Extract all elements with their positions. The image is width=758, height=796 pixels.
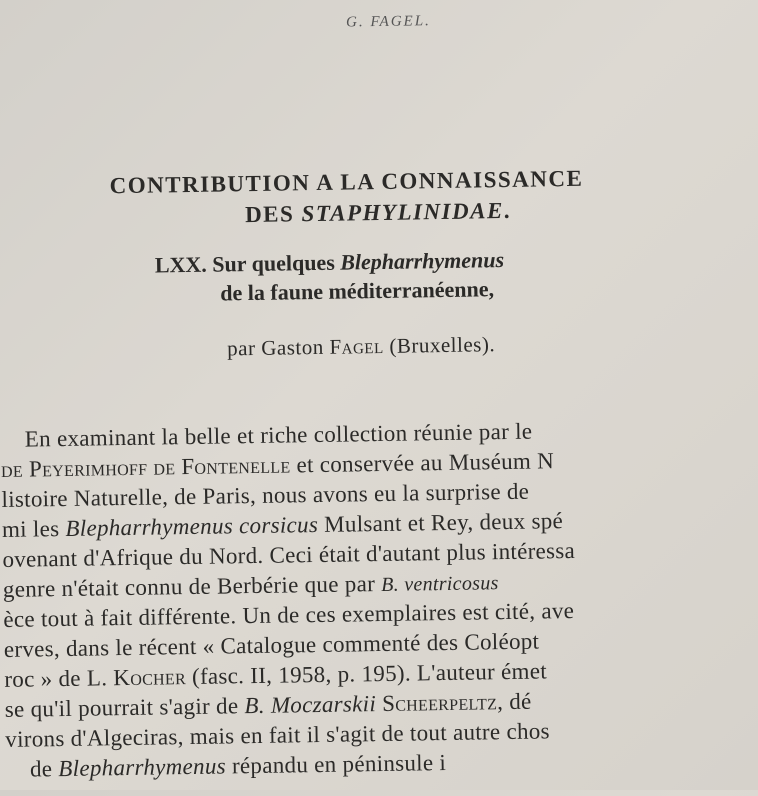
body-line-6-a: genre n'était connu de Berbérie que par (2, 571, 382, 602)
body-line-10-e: , dé (496, 688, 532, 715)
body-line-1: En examinant la belle et riche collection réunie par le (0, 418, 539, 452)
byline (227, 332, 495, 361)
body-line-12-a: de (5, 756, 59, 782)
body-text (0, 413, 758, 785)
byline-prefix: par Gaston (226, 334, 330, 361)
body-line-10-a: se qu'il pourrait s'agir de (4, 693, 245, 722)
title-line-2-prefix: DES (244, 201, 302, 228)
running-head: G. FAGEL. (345, 13, 431, 31)
title-taxon: STAPHYLINIDAE (301, 198, 505, 227)
collector-name: de Peyerimhoff de Fontenelle (0, 452, 291, 482)
body-line-9-a: roc » de L. (4, 665, 114, 692)
species-name: Blepharrhymenus corsicus (65, 511, 319, 541)
body-line-4-c: Mulsant et Rey, deux spé (317, 508, 564, 537)
title-line-1: CONTRIBUTION A LA CONNAISSANCE (109, 165, 584, 199)
body-line-7: èce tout à fait différente. Un de ces exemplaires est cité, ave (3, 597, 575, 632)
body-line-4-a: mi les (1, 515, 66, 542)
body-line-5: ovenant d'Afrique du Nord. Ceci était d'autant plus intéressa (2, 537, 576, 572)
author-name: Fagel (329, 333, 384, 359)
body-line-2-rest: et conservée au Muséum N (290, 448, 555, 478)
species-ventricosus: B. ventricosus (380, 572, 499, 597)
title-line-2-suffix: . (503, 197, 512, 224)
body-line-11: virons d'Algeciras, mais en fait il s'agit de tout autre chos (5, 718, 551, 752)
author-scheerpeltz: Scheerpeltz (381, 689, 498, 717)
body-line-12-c: répandu en péninsule i (225, 750, 447, 779)
genus-blepharrhymenus: Blepharrhymenus (58, 753, 227, 782)
subtitle-genus: Blepharrhymenus (340, 247, 505, 275)
body-line-3: listoire Naturelle, de Paris, nous avons eu la surprise de (1, 478, 536, 512)
subtitle-line-1 (155, 247, 505, 277)
byline-suffix: (Bruxelles). (383, 332, 496, 358)
body-line-8: erves, dans le récent « Catalogue commenté des Coléopt (3, 628, 540, 662)
author-kocher: Kocher (113, 664, 187, 691)
subtitle-prefix: LXX. Sur quelques (154, 249, 341, 278)
species-moczarskii: B. Moczarskii (244, 691, 377, 719)
body-line-9-c: (fasc. II, 1958, p. 195). L'auteur émet (185, 658, 548, 690)
article-title (109, 161, 710, 232)
title-line-2 (110, 192, 710, 232)
subtitle-line-2: de la faune méditerranéenne, (220, 276, 495, 306)
article-subtitle (155, 242, 696, 308)
